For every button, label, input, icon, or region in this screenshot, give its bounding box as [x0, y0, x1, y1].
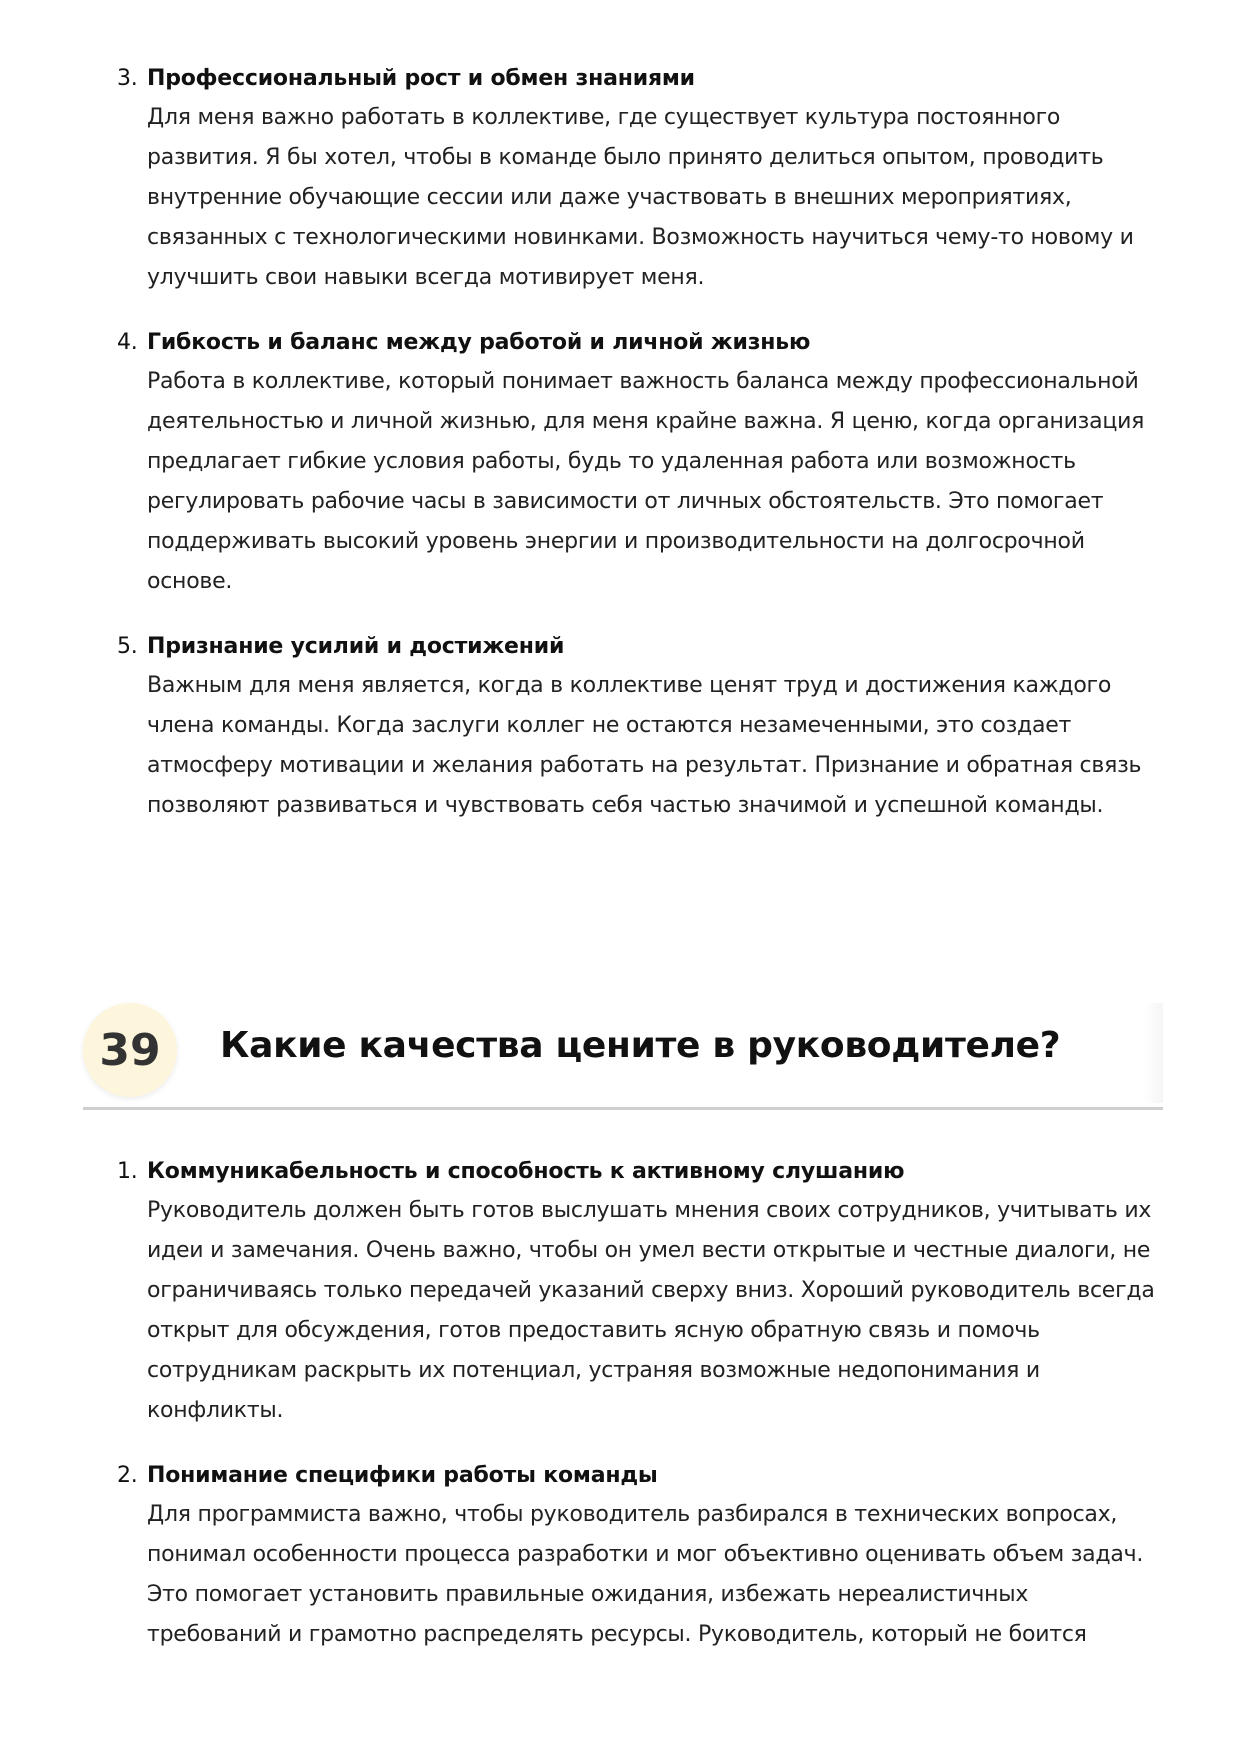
item-title: Коммуникабельность и способность к активному слушанию [147, 1159, 905, 1184]
body-line: Это помогает установить правильные ожидания, избежать нереалистичных [147, 1582, 1029, 1607]
section-title: Какие качества цените в руководителе? [220, 1025, 1061, 1066]
body-line: члена команды. Когда заслуги коллег не остаются незамеченными, это создает [147, 713, 1072, 738]
body-line: требований и грамотно распределять ресурсы. Руководитель, который не боится [147, 1622, 1087, 1647]
item-heading [0, 324, 1239, 362]
section-header [83, 1003, 1163, 1113]
item-number: 3. [117, 66, 138, 91]
list-item [0, 1457, 1239, 1655]
body-line: поддерживать высокий уровень энергии и производительности на долгосрочной [147, 529, 1085, 554]
body-line: Руководитель должен быть готов выслушать мнения своих сотрудников, учитывать их [147, 1198, 1152, 1223]
body-line: связанных с технологическими новинками. Возможность научиться чему-то новому и [147, 225, 1134, 250]
body-line: основе. [147, 569, 233, 594]
item-number: 1. [117, 1159, 138, 1184]
body-line: открыт для обсуждения, готов предоставить ясную обратную связь и помочь [147, 1318, 1040, 1343]
item-number: 4. [117, 330, 138, 355]
item-heading [0, 1153, 1239, 1191]
body-line: улучшить свои навыки всегда мотивирует меня. [147, 265, 705, 290]
item-title: Гибкость и баланс между работой и личной жизнью [147, 330, 811, 355]
header-shade [1143, 1003, 1163, 1103]
body-line: ограничиваясь только передачей указаний сверху вниз. Хороший руководитель всегда [147, 1278, 1155, 1303]
section-number-badge: 39 [83, 1003, 177, 1097]
body-line: внутренние обучающие сессии или даже участвовать в внешних мероприятиях, [147, 185, 1072, 210]
item-number: 2. [117, 1463, 138, 1488]
item-body [0, 362, 1167, 602]
list-item [0, 60, 1239, 298]
item-title: Профессиональный рост и обмен знаниями [147, 66, 695, 91]
item-body [0, 666, 1167, 826]
item-heading [0, 60, 1239, 98]
list-item [0, 1153, 1239, 1431]
body-line: деятельностью и личной жизнью, для меня крайне важна. Я ценю, когда организация [147, 409, 1145, 434]
item-title: Понимание специфики работы команды [147, 1463, 658, 1488]
body-line: регулировать рабочие часы в зависимости от личных обстоятельств. Это помогает [147, 489, 1104, 514]
item-number: 5. [117, 634, 138, 659]
body-line: идеи и замечания. Очень важно, чтобы он умел вести открытые и честные диалоги, не [147, 1238, 1151, 1263]
item-heading [0, 628, 1239, 666]
body-line: Для меня важно работать в коллективе, где существует культура постоянного [147, 105, 1061, 130]
item-title: Признание усилий и достижений [147, 634, 565, 659]
body-line: Важным для меня является, когда в коллективе ценят труд и достижения каждого [147, 673, 1112, 698]
list-item [0, 324, 1239, 602]
body-line: позволяют развиваться и чувствовать себя частью значимой и успешной команды. [147, 793, 1104, 818]
body-line: конфликты. [147, 1398, 284, 1423]
body-line: сотрудникам раскрыть их потенциал, устраняя возможные недопонимания и [147, 1358, 1040, 1383]
top-list [0, 60, 1239, 852]
item-body [0, 1191, 1167, 1431]
body-line: понимал особенности процесса разработки и мог объективно оценивать объем задач. [147, 1542, 1144, 1567]
item-body [0, 98, 1167, 298]
body-line: предлагает гибкие условия работы, будь то удаленная работа или возможность [147, 449, 1076, 474]
body-line: развития. Я бы хотел, чтобы в команде было принято делиться опытом, проводить [147, 145, 1104, 170]
section-divider [83, 1107, 1163, 1110]
body-line: Работа в коллективе, который понимает важность баланса между профессиональной [147, 369, 1139, 394]
item-body [0, 1495, 1167, 1655]
bottom-list [0, 1153, 1239, 1681]
body-line: Для программиста важно, чтобы руководитель разбирался в технических вопросах, [147, 1502, 1118, 1527]
list-item [0, 628, 1239, 826]
item-heading [0, 1457, 1239, 1495]
body-line: атмосферу мотивации и желания работать на результат. Признание и обратная связь [147, 753, 1142, 778]
